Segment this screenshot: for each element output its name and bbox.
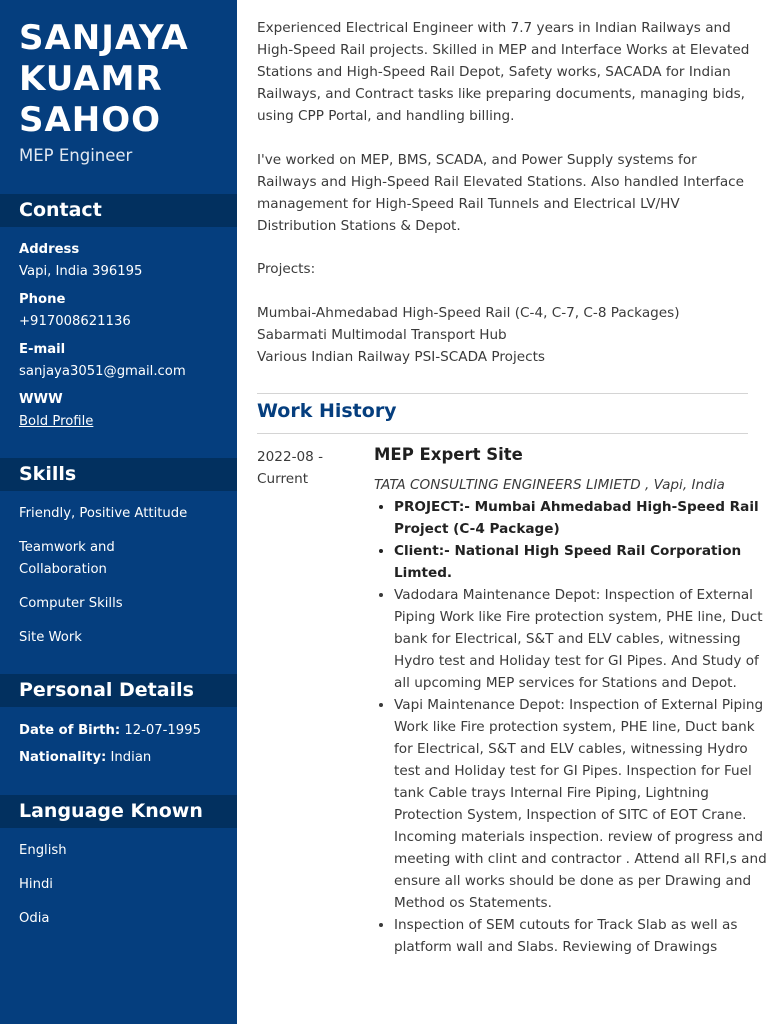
project-item: Various Indian Railway PSI-SCADA Projects bbox=[257, 349, 546, 365]
skill-item: Computer Skills bbox=[19, 596, 123, 611]
sidebar bbox=[0, 0, 237, 1024]
project-item: Sabarmati Multimodal Transport Hub bbox=[257, 327, 507, 343]
job-bullet: • Inspection of SEM cutouts for Track Slab as well as platform wall and Slabs. Reviewing of Drawings bbox=[394, 914, 768, 958]
skill-item: Teamwork and Collaboration bbox=[19, 540, 115, 577]
name-line-3: SAHOO bbox=[19, 100, 162, 140]
project-item: Mumbai-Ahmedabad High-Speed Rail (C-4, C-7, C-8 Packages) bbox=[257, 305, 680, 321]
profile-link[interactable]: Bold Profile bbox=[19, 414, 94, 429]
address-value: Vapi, India 396195 bbox=[19, 264, 143, 279]
language-item: Hindi bbox=[19, 877, 53, 892]
job-bullet: • PROJECT:- Mumbai Ahmedabad High-Speed Rail Project (C-4 Package) bbox=[394, 496, 768, 540]
job-title-label: MEP Engineer bbox=[19, 146, 133, 165]
email-value[interactable]: sanjaya3051@gmail.com bbox=[19, 364, 186, 379]
dob-row bbox=[19, 720, 201, 742]
job-date: 2022-08 - Current bbox=[257, 449, 324, 487]
nationality-row bbox=[19, 747, 151, 769]
address-label: Address bbox=[19, 242, 80, 257]
candidate-name bbox=[19, 18, 229, 141]
dob-value: 12-07-1995 bbox=[124, 723, 201, 738]
skill-item: Site Work bbox=[19, 630, 82, 645]
name-line-2: KUAMR bbox=[19, 59, 163, 99]
job-bullet: • Client:- National High Speed Rail Corporation Limted. bbox=[394, 540, 768, 584]
www-label: WWW bbox=[19, 392, 63, 407]
divider bbox=[257, 433, 748, 434]
dob-label: Date of Birth: bbox=[19, 723, 121, 738]
skills-heading: Skills bbox=[0, 458, 237, 491]
nationality-label: Nationality: bbox=[19, 750, 107, 765]
job-bullet: • Vapi Maintenance Depot: Inspection of External Piping Work like Fire protection system, PHE line, Duct bank for Electrical, S&T and ELV cables, witnessing Hydro test and Holiday test for GI Pipes. Inspection for Fuel tank Cable trays Internal Fire Piping, Lightning Protection System, Inspection of SITC of EOT Crane. Incoming materials inspection. review of progress and meeting with clint and contractor . Attend all RFI,s and ensure all works should be done as per Drawing and Method os Statements. bbox=[394, 694, 768, 914]
language-item: English bbox=[19, 843, 67, 858]
summary-paragraph-2: I've worked on MEP, BMS, SCADA, and Power Supply systems for Railways and High-Speed Rail Elevated Stations. Also handled Interface management for High-Speed Rail Tunnels and Electrical LV/HV Distribution Stations & Depot. bbox=[257, 152, 744, 234]
job-company: TATA CONSULTING ENGINEERS LIMIETD , Vapi, India bbox=[374, 477, 725, 493]
name-line-1: SANJAYA bbox=[19, 18, 189, 58]
nationality-value: Indian bbox=[110, 750, 152, 765]
divider bbox=[257, 393, 748, 394]
job-position: MEP Expert Site bbox=[374, 445, 523, 464]
phone-label: Phone bbox=[19, 292, 66, 307]
language-item: Odia bbox=[19, 911, 50, 926]
projects-label: Projects: bbox=[257, 261, 316, 277]
contact-heading: Contact bbox=[0, 194, 237, 227]
personal-details-heading: Personal Details bbox=[0, 674, 237, 707]
email-label: E-mail bbox=[19, 342, 66, 357]
job-bullets bbox=[374, 496, 768, 958]
skill-item: Friendly, Positive Attitude bbox=[19, 506, 188, 521]
profile-link-wrap bbox=[19, 411, 93, 433]
job-bullet: • Vadodara Maintenance Depot: Inspection of External Piping Work like Fire protection system, PHE line, Duct bank for Electrical, S&T and ELV cables, witnessing Hydro test and Holiday test for GI Pipes. And Study of all upcoming MEP services for Stations and Depot. bbox=[394, 584, 768, 694]
summary-paragraph-1: Experienced Electrical Engineer with 7.7 years in Indian Railways and High-Speed Rail projects. Skilled in MEP and Interface Works at Elevated Stations and High-Speed Rail Depot, Safety works, SACADA for Indian Railways, and Contract tasks like preparing documents, managing bids, using CPP Portal, and handling billing. bbox=[257, 20, 750, 124]
work-history-heading: Work History bbox=[257, 400, 397, 422]
languages-heading: Language Known bbox=[0, 795, 237, 828]
phone-value: +917008621136 bbox=[19, 314, 131, 329]
